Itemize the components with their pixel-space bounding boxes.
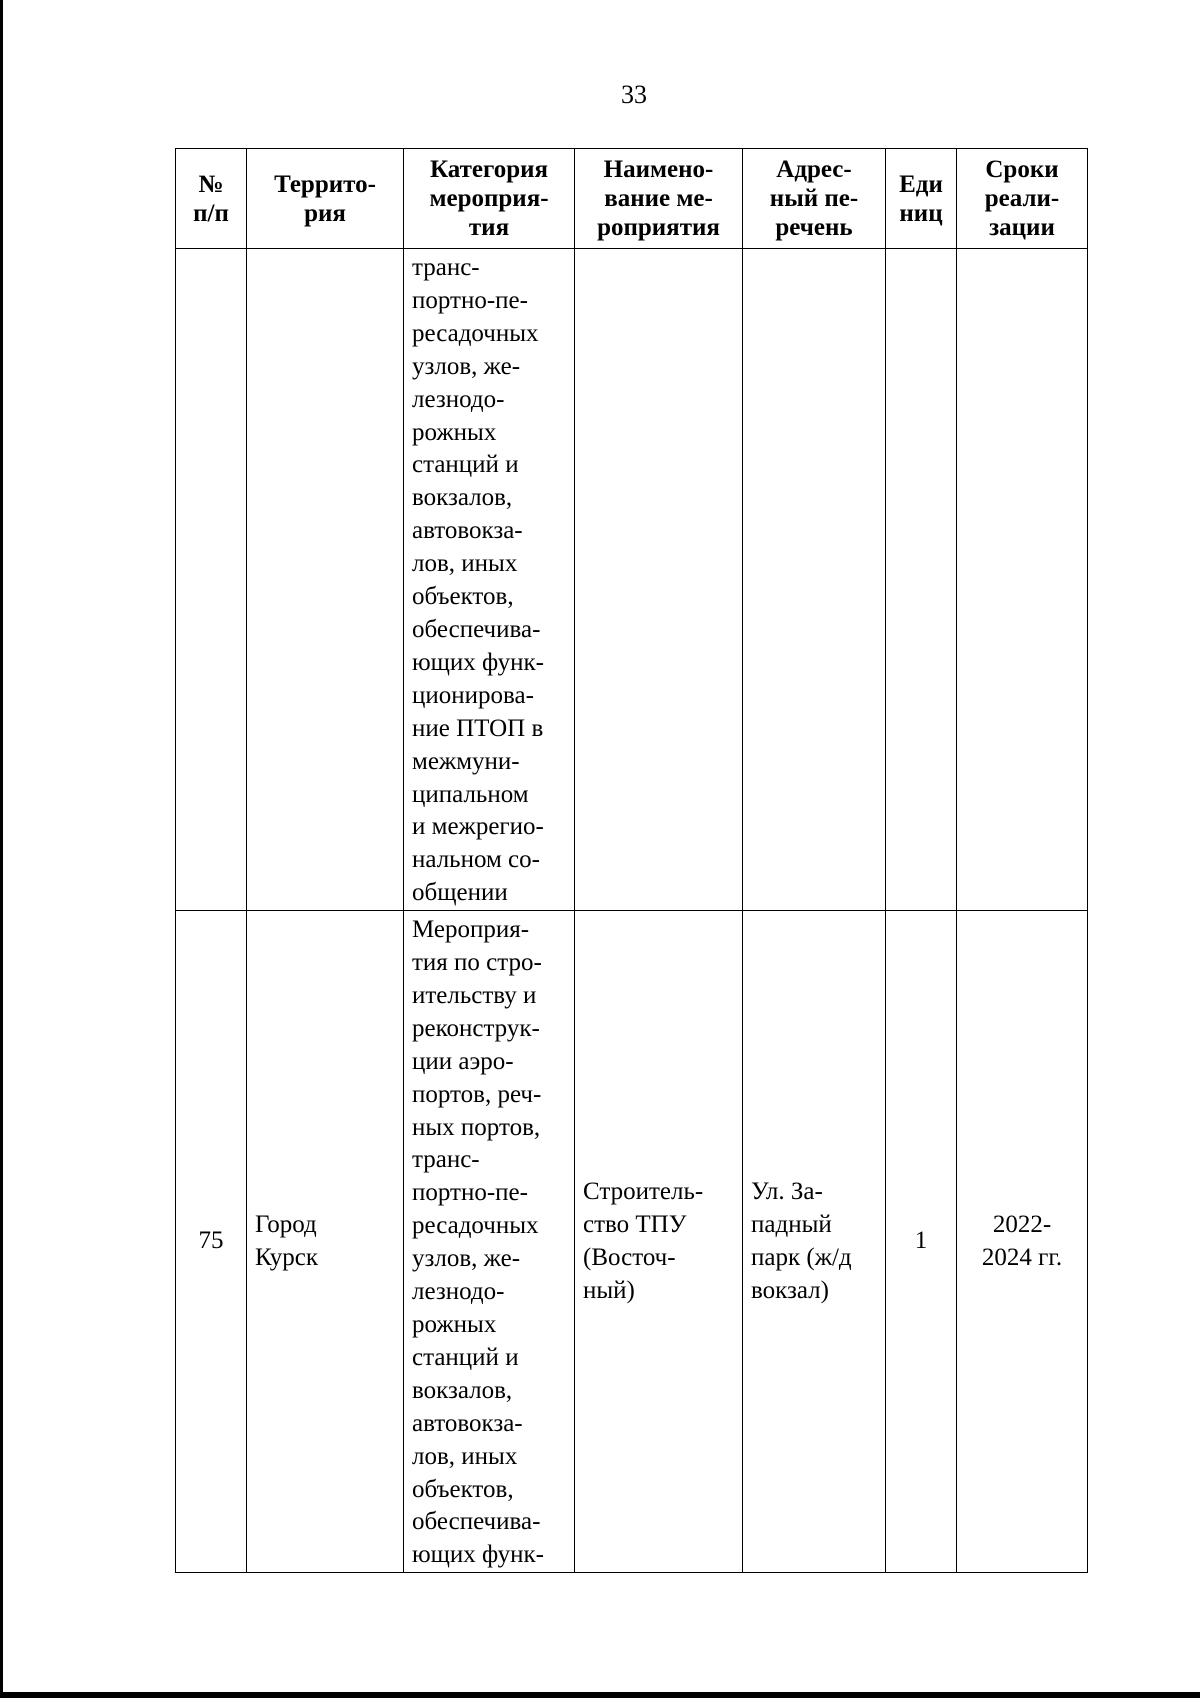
category-line: объектов,	[412, 583, 514, 611]
category-line: ципальном	[412, 780, 529, 808]
col-header-period	[957, 149, 1088, 249]
cell-category	[404, 911, 575, 1573]
col-header-units	[886, 149, 957, 249]
category-line: транс-	[412, 254, 480, 281]
header-line: роприятия	[597, 214, 720, 241]
header-line: ниц	[899, 199, 943, 227]
header-line: Категория	[429, 156, 549, 183]
category-line: нальном со-	[412, 846, 540, 874]
category-line: станций и	[412, 451, 519, 479]
category-line: обеспечива-	[412, 615, 541, 643]
category-line: лов, иных	[412, 1442, 518, 1470]
category-line: портов, реч-	[412, 1080, 542, 1108]
cell-territory	[247, 249, 404, 911]
territory-line: Город	[255, 1210, 317, 1238]
address-line: вокзал)	[751, 1276, 829, 1304]
category-line: лов, иных	[412, 550, 518, 578]
category-line: ющих функ-	[412, 1541, 544, 1569]
category-line: ресадочных	[412, 1212, 539, 1240]
header-line: мероприя-	[429, 185, 549, 212]
category-line: станций и	[412, 1343, 519, 1371]
header-line: Наимено-	[603, 156, 714, 183]
cell-name	[575, 911, 743, 1573]
category-line: рожных	[412, 1311, 497, 1338]
category-line: ние ПТОП в	[412, 714, 544, 742]
category-line: портно-пе-	[412, 1179, 528, 1207]
address-line: парк (ж/д	[751, 1243, 852, 1271]
category-line: общении	[412, 879, 508, 907]
name-line: Строитель-	[583, 1177, 704, 1205]
name-line: (Восточ-	[583, 1243, 676, 1271]
col-header-name	[575, 149, 743, 249]
category-line: узлов, же-	[412, 1245, 521, 1273]
header-line: п/п	[193, 199, 229, 227]
period-line: 2022-	[992, 1210, 1052, 1238]
category-line: транс-	[412, 1146, 480, 1174]
cell-territory	[247, 911, 404, 1573]
col-header-address	[743, 149, 886, 249]
cell-units	[886, 249, 957, 911]
col-header-number	[176, 149, 247, 249]
header-line: реали-	[984, 185, 1060, 212]
category-line: межмуни-	[412, 747, 520, 775]
category-line: рожных	[412, 418, 497, 446]
category-line: автовокза-	[412, 1409, 523, 1437]
header-line: тия	[468, 214, 510, 241]
cell-period	[957, 249, 1088, 911]
header-line: рия	[304, 199, 346, 227]
col-header-category	[404, 149, 575, 249]
category-line: Мероприя-	[412, 916, 530, 944]
period-line: 2024 гг.	[981, 1243, 1063, 1271]
category-line: ции аэро-	[412, 1047, 514, 1075]
name-line: ный)	[583, 1276, 635, 1304]
category-line: объектов,	[412, 1475, 514, 1503]
header-line: речень	[775, 214, 853, 241]
table-row-75	[176, 911, 1088, 1573]
name-line: ство ТПУ	[583, 1210, 687, 1238]
header-line: ный пе-	[769, 185, 859, 212]
category-line: ных портов,	[412, 1113, 541, 1141]
header-line: Сроки	[985, 156, 1059, 183]
cell-units: 1	[886, 911, 957, 1573]
category-line: ющих функ-	[412, 648, 544, 676]
header-line: №	[198, 170, 224, 198]
header-line: Террито-	[274, 170, 376, 198]
cell-number: 75	[176, 911, 247, 1573]
page-number: 33	[621, 80, 647, 109]
category-line: вокзалов,	[412, 1376, 513, 1404]
cell-number	[176, 249, 247, 911]
col-header-territory	[247, 149, 404, 249]
category-line: автовокза-	[412, 517, 523, 545]
category-line: ительству и	[412, 981, 537, 1009]
cell-name	[575, 249, 743, 911]
header-line: зации	[989, 214, 1055, 241]
measures-table	[175, 148, 1088, 1573]
category-line: тия по стро-	[412, 949, 542, 977]
category-line: лезнодо-	[412, 385, 505, 413]
cell-category	[404, 249, 575, 911]
category-line: вокзалов,	[412, 484, 513, 512]
category-line: ционирова-	[412, 681, 534, 709]
header-line: вание ме-	[604, 185, 713, 212]
header-line: Еди	[899, 170, 943, 198]
scan-edge-bottom	[0, 1692, 1200, 1698]
header-line: Адрес-	[776, 156, 852, 183]
category-line: и межрегио-	[412, 813, 544, 841]
cell-address	[743, 249, 886, 911]
category-line: ресадочных	[412, 319, 539, 347]
scan-edge-left	[0, 0, 3, 1698]
category-line: портно-пе-	[412, 286, 528, 314]
category-line: лезнодо-	[412, 1278, 505, 1306]
cell-period	[957, 911, 1088, 1573]
category-line: узлов, же-	[412, 352, 521, 380]
header-row	[176, 149, 1088, 249]
table-row-continuation	[176, 249, 1088, 911]
cell-address	[743, 911, 886, 1573]
address-line: падный	[751, 1210, 832, 1238]
address-line: Ул. За-	[751, 1177, 823, 1205]
category-line: обеспечива-	[412, 1508, 541, 1536]
territory-line: Курск	[255, 1243, 319, 1271]
category-line: реконструк-	[412, 1014, 540, 1042]
